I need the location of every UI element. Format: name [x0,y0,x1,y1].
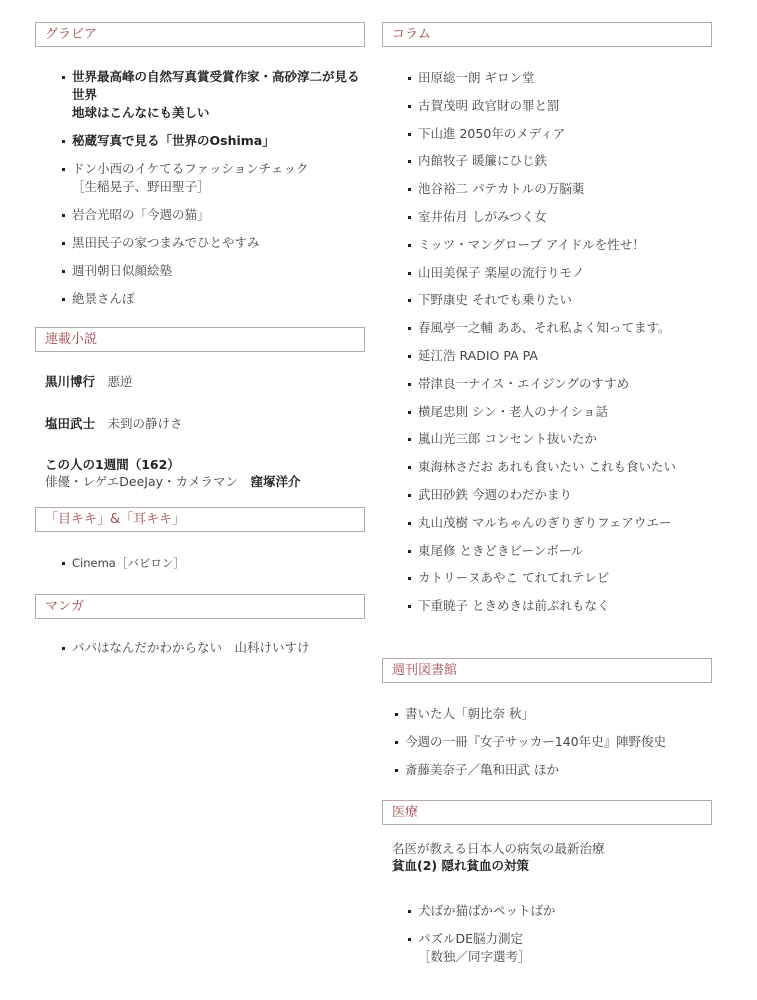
list-item[interactable] [62,160,367,196]
list-item-line: パズルDE脳力測定 [418,931,524,946]
person-week-role: 俳優・レゲエDeeJay・カメラマン [45,474,239,489]
novel-item[interactable] [45,373,133,390]
list-item[interactable]: 嵐山光三郎 コンセント抜いたか [408,430,708,448]
person-week-title: この人の1週間（162） [45,457,180,472]
list-item[interactable]: 丸山茂樹 マルちゃんのぎりぎりフェアウエー [408,514,708,532]
list-item[interactable]: 東尾修 ときどきビーンボール [408,542,708,560]
list-item[interactable]: 延江浩 RADIO PA PA [408,347,708,365]
person-week[interactable] [45,456,301,490]
list-item[interactable]: 書いた人「朝比奈 秋」 [395,705,666,723]
column-list [408,69,708,625]
list-item-line: 岩合光昭の「今週の猫」 [72,207,210,222]
list-item-line: 世界最高峰の自然写真賞受賞作家・高砂淳二が見る世界 [72,69,360,102]
list-item[interactable]: ミッツ・マングローブ アイドルを性せ！ [408,236,708,254]
list-item[interactable] [62,68,367,122]
list-item[interactable] [62,206,367,224]
list-item[interactable] [62,290,367,308]
mekiki-list [62,554,185,582]
gravure-list [62,68,367,318]
medical-feature[interactable] [392,840,605,874]
list-item[interactable] [408,930,556,966]
section-header-manga: マンガ [35,594,365,619]
list-item[interactable]: 東海林さだお あれも食いたい これも食いたい [408,458,708,476]
list-item-line: ［数独／同字選考］ [418,949,531,964]
list-item[interactable]: 田原総一朗 ギロン堂 [408,69,708,87]
list-item[interactable] [62,262,367,280]
list-item[interactable] [62,234,367,252]
list-item[interactable]: 帯津良一ナイス・エイジングのすすめ [408,375,708,393]
list-item-line: ［生稲晃子、野田聖子］ [72,179,210,194]
manga-list [62,639,310,667]
list-item[interactable]: 横尾忠則 シン・老人のナイショ話 [408,403,708,421]
list-item[interactable]: 下野康史 それでも乗りたい [408,291,708,309]
list-item[interactable] [62,132,367,150]
list-item[interactable]: 池谷裕二 パテカトルの万脳薬 [408,180,708,198]
list-item[interactable]: 山田美保子 楽屋の流行りモノ [408,264,708,282]
list-item[interactable]: 下重暁子 ときめきは前ぶれもなく [408,597,708,615]
list-item[interactable]: 古賀茂明 政官財の罪と罰 [408,97,708,115]
novel-title: 未到の静けさ [107,416,183,431]
novel-title: 悪逆 [107,374,133,389]
list-item-line: 秘蔵写真で見る「世界のOshima」 [72,133,275,148]
medical-headline: 貧血(2) 隠れ貧血の対策 [392,858,529,873]
list-item-line: 黒田民子の家つまみでひとやすみ [72,235,260,250]
section-header-gravure: グラビア [35,22,365,47]
list-item[interactable]: 斎藤美奈子／亀和田武 ほか [395,761,666,779]
library-list [395,705,666,789]
novel-item[interactable] [45,415,183,432]
list-item[interactable]: 下山進 2050年のメディア [408,125,708,143]
list-item[interactable] [408,902,556,920]
medical-list [408,902,556,976]
list-item[interactable]: カトリーヌあやこ てれてれテレビ [408,569,708,587]
section-header-mekiki: 「目キキ」&「耳キキ」 [35,507,365,532]
section-header-column: コラム [382,22,712,47]
medical-subtitle: 名医が教える日本人の病気の最新治療 [392,841,605,856]
list-item-line: 絶景さんぽ [72,291,135,306]
list-item[interactable]: Cinema［バビロン］ [62,554,185,572]
list-item-line: 週刊朝日似顔絵塾 [72,263,173,278]
list-item-line: ドン小西のイケてるファッションチェック [72,161,309,176]
person-week-name: 窪塚洋介 [250,474,301,489]
section-header-library: 週刊図書館 [382,658,712,683]
section-header-serial: 連載小説 [35,327,365,352]
novel-author: 塩田武士 [45,416,96,431]
list-item[interactable]: 春風亭一之輔 ああ、それ私よく知ってます。 [408,319,708,337]
list-item[interactable]: 室井佑月 しがみつく女 [408,208,708,226]
list-item-line: 犬ばか猫ばかペットばか [418,903,556,918]
section-header-medical: 医療 [382,800,712,825]
list-item[interactable]: パパはなんだかわからない 山科けいすけ [62,639,310,657]
novel-author: 黒川博行 [45,374,96,389]
list-item[interactable]: 内館牧子 暖簾にひじ鉄 [408,152,708,170]
list-item[interactable]: 武田砂鉄 今週のわだかまり [408,486,708,504]
list-item[interactable]: 今週の一冊『女子サッカー140年史』陣野俊史 [395,733,666,751]
list-item-line: 地球はこんなにも美しい [72,105,210,120]
